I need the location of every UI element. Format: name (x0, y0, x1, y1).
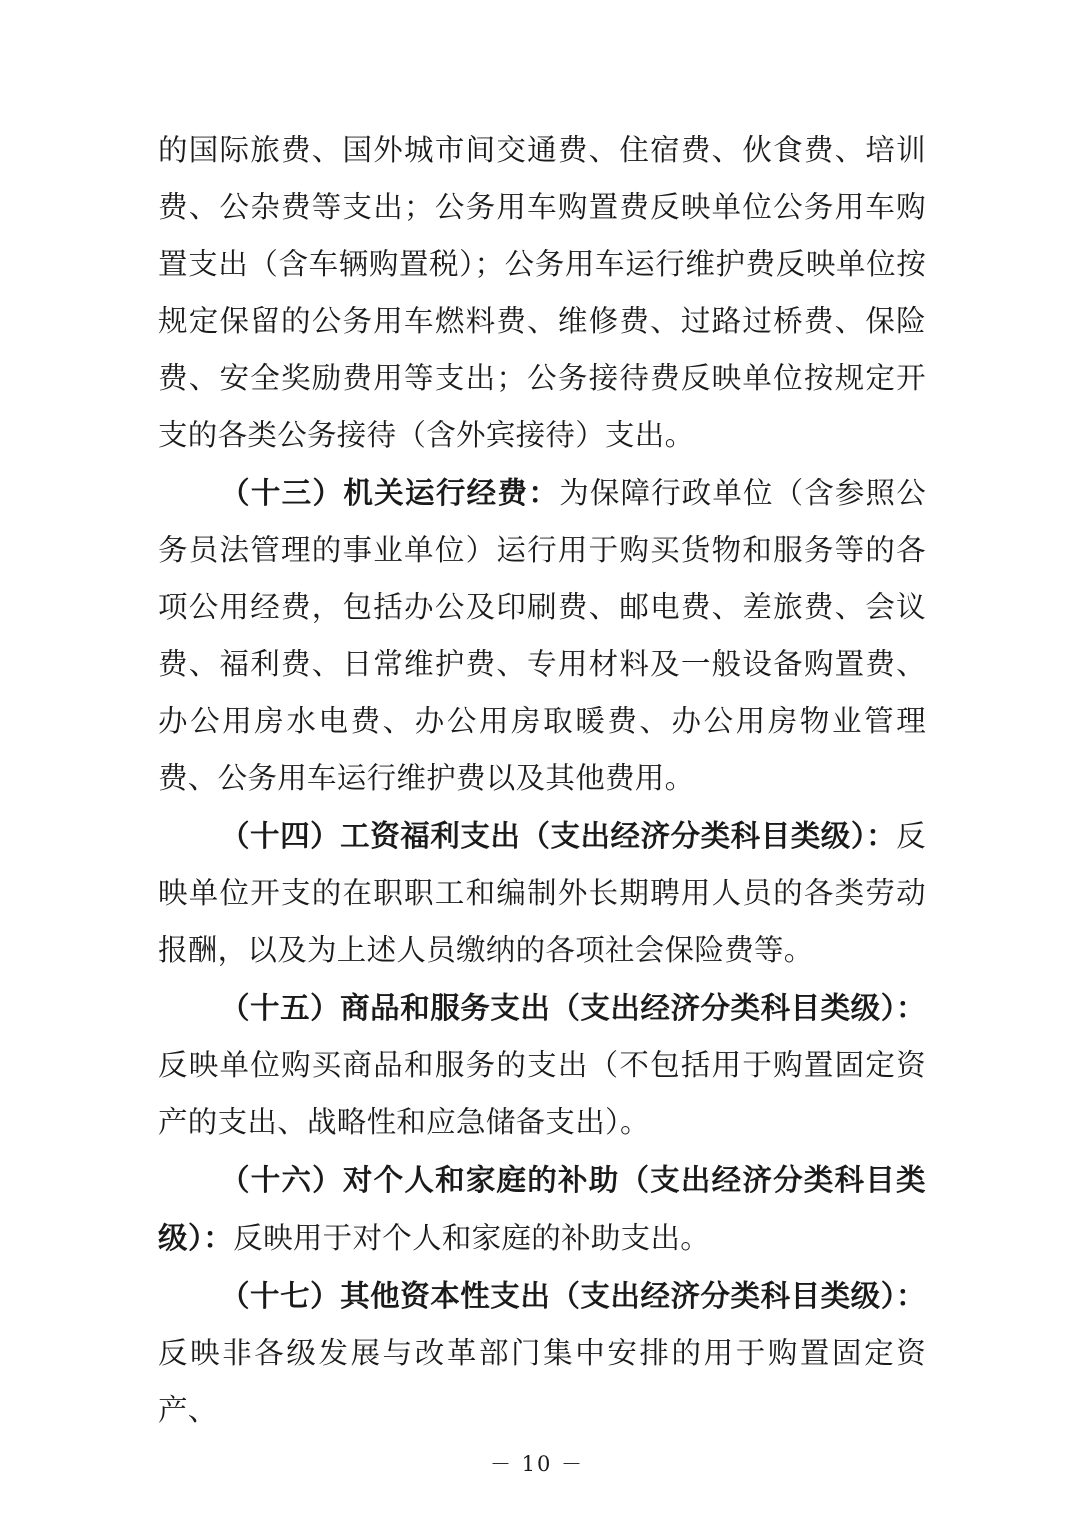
paragraph-text-15: 反映单位购买商品和服务的支出（不包括用于购置固定资产的支出、战略性和应急储备支出）。 (158, 1048, 926, 1139)
paragraph-lead-15: （十五）商品和服务支出（支出经济分类科目类级）： (220, 990, 926, 1025)
paragraph-lead-16: （十六）对个人和家庭的补助（支出经济分类科目类级）： (158, 1162, 926, 1255)
paragraph-item-14 (158, 807, 926, 979)
page-number: － 10 － (489, 1452, 585, 1476)
paragraph-text: 的国际旅费、国外城市间交通费、住宿费、伙食费、培训费、公杂费等支出；公务用车购置费反映单位公务用车购置支出（含车辆购置税）；公务用车运行维护费反映单位按规定保留的公务用车燃料费、维修费、过路过桥费、保险费、安全奖励费用等支出；公务接待费反映单位按规定开支的各类公务接待（含外宾接待）支出。 (158, 133, 926, 452)
paragraph-text-17: 反映非各级发展与改革部门集中安排的用于购置固定资产、 (158, 1336, 926, 1427)
paragraph-lead-13: （十三）机关运行经费： (220, 475, 560, 510)
paragraph-text-14: 反映单位开支的在职职工和编制外长期聘用人员的各类劳动报酬，以及为上述人员缴纳的各项社会保险费等。 (158, 819, 926, 967)
paragraph-item-16 (158, 1151, 926, 1267)
paragraph-item-13 (158, 464, 926, 807)
paragraph-lead-17: （十七）其他资本性支出（支出经济分类科目类级）： (220, 1278, 926, 1313)
paragraph-continuation (158, 122, 926, 464)
paragraph-text-16: 反映用于对个人和家庭的补助支出。 (233, 1221, 711, 1255)
paragraph-lead-14: （十四）工资福利支出（支出经济分类科目类级）： (220, 818, 897, 853)
paragraph-text-13: 为保障行政单位（含参照公务员法管理的事业单位）运行用于购买货物和服务等的各项公用经费，包括办公及印刷费、邮电费、差旅费、会议费、福利费、日常维护费、专用材料及一般设备购置费、办公用房水电费、办公用房取暖费、办公用房物业管理费、公务用车运行维护费以及其他费用。 (158, 476, 926, 795)
paragraph-item-15 (158, 979, 926, 1151)
document-body (158, 122, 926, 1439)
paragraph-item-17 (158, 1267, 926, 1439)
